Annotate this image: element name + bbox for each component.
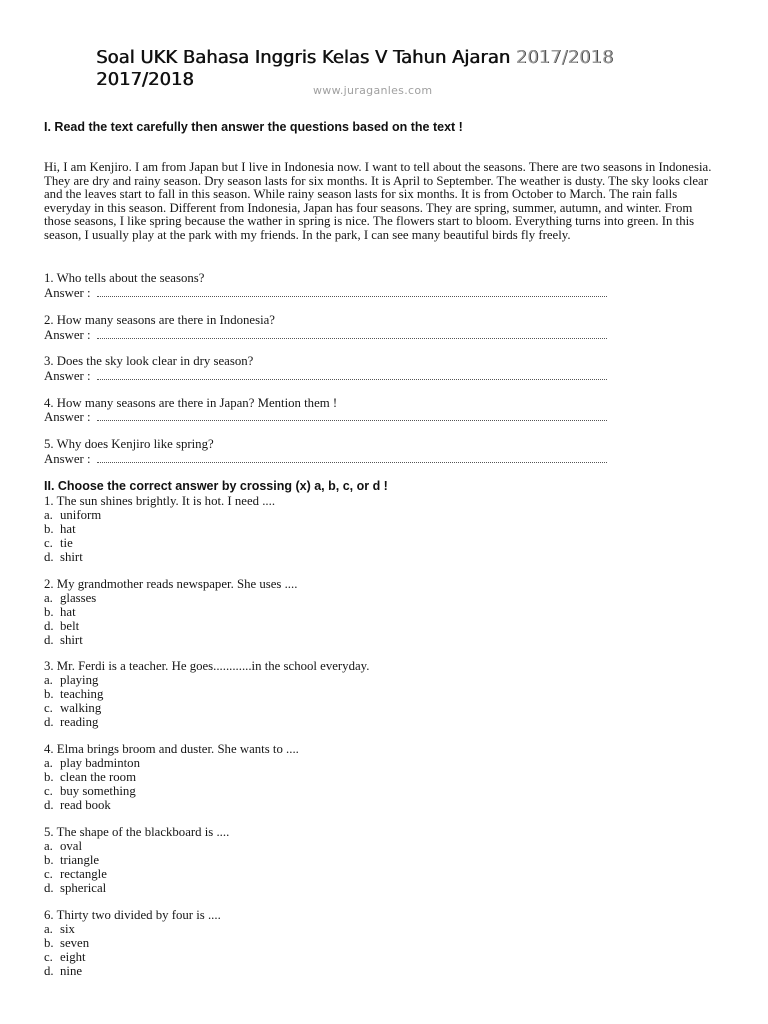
option-letter: b. xyxy=(44,936,54,950)
option-text: hat xyxy=(60,605,76,619)
answer-dotted-line xyxy=(97,337,607,339)
question-3: 3. Does the sky look clear in dry season? xyxy=(44,354,254,368)
option-letter: a. xyxy=(44,508,53,522)
option-letter: c. xyxy=(44,784,53,798)
option-text: read book xyxy=(60,798,111,812)
option-letter: a. xyxy=(44,922,53,936)
reading-passage: Hi, I am Kenjiro. I am from Japan but I live in Indonesia now. I want to tell about the seasons. There are two seasons in Indonesia. They are dry and rainy season. Dry season lasts for six months. It is April to September. The weather is dusty. The sky looks clear and the leaves start to fall in this season. While rainy season lasts for six months. It is from October to March. The rain falls everyday in this season. Different from Indonesia, Japan has four seasons. They are spring, summer, autumn, and winter. From those seasons, I like spring because the wather in spring is nice. The flowers start to bloom. Everything turns into green. In this season, I usually play at the park with my friends. In the park, I can see many beautiful birds fly freely. xyxy=(44,160,712,242)
option-text: triangle xyxy=(60,853,100,867)
mc-option xyxy=(44,522,275,536)
option-letter: c. xyxy=(44,950,53,964)
mc-question-2 xyxy=(44,577,297,647)
document-title xyxy=(96,48,613,68)
option-letter: a. xyxy=(44,591,53,605)
mc-option xyxy=(44,508,275,522)
answer-label: Answer : xyxy=(44,410,94,424)
answer-dotted-line xyxy=(97,419,607,421)
option-letter: d. xyxy=(44,619,54,633)
option-letter: c. xyxy=(44,867,53,881)
document-title-line2: 2017/2018 xyxy=(96,69,194,90)
mc-option xyxy=(44,701,369,715)
section2-heading: II. Choose the correct answer by crossing (x) a, b, c, or d ! xyxy=(44,479,388,493)
option-text: clean the room xyxy=(60,770,137,784)
answer-line-3 xyxy=(44,369,607,383)
mc-stem: 1. The sun shines brightly. It is hot. I need .... xyxy=(44,494,276,508)
question-2: 2. How many seasons are there in Indonesia? xyxy=(44,313,275,327)
option-text: eight xyxy=(60,950,86,964)
option-text: play badminton xyxy=(60,756,140,770)
mc-option xyxy=(44,605,297,619)
option-letter: a. xyxy=(44,673,53,687)
option-letter: c. xyxy=(44,536,53,550)
option-letter: d. xyxy=(44,633,54,647)
answer-label: Answer : xyxy=(44,369,94,383)
mc-option xyxy=(44,673,369,687)
option-letter: c. xyxy=(44,701,53,715)
mc-option xyxy=(44,867,229,881)
mc-option xyxy=(44,881,229,895)
mc-option xyxy=(44,839,229,853)
option-text: seven xyxy=(60,936,90,950)
mc-question-4 xyxy=(44,742,299,812)
option-text: spherical xyxy=(60,881,107,895)
option-text: hat xyxy=(60,522,76,536)
mc-question-5 xyxy=(44,825,229,895)
answer-dotted-line xyxy=(97,461,607,463)
mc-option xyxy=(44,756,299,770)
option-letter: b. xyxy=(44,605,54,619)
option-letter: d. xyxy=(44,550,54,564)
mc-option xyxy=(44,950,221,964)
mc-option xyxy=(44,798,299,812)
mc-option xyxy=(44,536,275,550)
option-letter: d. xyxy=(44,881,54,895)
answer-label: Answer : xyxy=(44,328,94,342)
mc-stem: 4. Elma brings broom and duster. She wants to .... xyxy=(44,742,299,756)
option-letter: b. xyxy=(44,522,54,536)
mc-option xyxy=(44,770,299,784)
question-4: 4. How many seasons are there in Japan? Mention them ! xyxy=(44,396,338,410)
mc-option xyxy=(44,550,275,564)
mc-option xyxy=(44,715,369,729)
answer-label: Answer : xyxy=(44,452,94,466)
option-text: oval xyxy=(60,839,83,853)
option-letter: a. xyxy=(44,839,53,853)
mc-stem: 3. Mr. Ferdi is a teacher. He goes............in the school everyday. xyxy=(44,659,370,673)
mc-stem: 2. My grandmother reads newspaper. She uses .... xyxy=(44,577,298,591)
option-text: glasses xyxy=(60,591,97,605)
mc-option xyxy=(44,936,221,950)
option-text: walking xyxy=(60,701,102,715)
mc-option xyxy=(44,784,299,798)
option-text: tie xyxy=(60,536,73,550)
watermark: www.juraganles.com xyxy=(313,84,433,97)
option-text: shirt xyxy=(60,550,83,564)
mc-question-1 xyxy=(44,494,275,564)
mc-question-6 xyxy=(44,908,221,978)
mc-stem: 6. Thirty two divided by four is .... xyxy=(44,908,221,922)
option-letter: b. xyxy=(44,853,54,867)
answer-dotted-line xyxy=(97,378,607,380)
option-text: shirt xyxy=(60,633,83,647)
mc-option xyxy=(44,591,297,605)
mc-option xyxy=(44,687,369,701)
mc-option xyxy=(44,619,297,633)
option-letter: b. xyxy=(44,687,54,701)
option-text: nine xyxy=(60,964,83,978)
question-1: 1. Who tells about the seasons? xyxy=(44,271,205,285)
mc-stem: 5. The shape of the blackboard is .... xyxy=(44,825,230,839)
option-text: playing xyxy=(60,673,99,687)
answer-label: Answer : xyxy=(44,286,94,300)
section1-heading: I. Read the text carefully then answer the questions based on the text ! xyxy=(44,120,463,134)
option-text: teaching xyxy=(60,687,104,701)
option-letter: d. xyxy=(44,964,54,978)
option-text: belt xyxy=(60,619,80,633)
answer-line-2 xyxy=(44,328,607,342)
option-letter: d. xyxy=(44,798,54,812)
option-text: six xyxy=(60,922,75,936)
option-letter: d. xyxy=(44,715,54,729)
answer-line-1 xyxy=(44,286,607,300)
answer-line-4 xyxy=(44,410,607,424)
option-letter: a. xyxy=(44,756,53,770)
mc-option xyxy=(44,922,221,936)
option-text: buy something xyxy=(60,784,136,798)
question-5: 5. Why does Kenjiro like spring? xyxy=(44,437,214,451)
mc-question-3 xyxy=(44,659,369,729)
mc-option xyxy=(44,633,297,647)
option-text: reading xyxy=(60,715,99,729)
answer-line-5 xyxy=(44,452,607,466)
mc-option xyxy=(44,853,229,867)
title-year: 2017/2018 xyxy=(515,47,614,68)
answer-dotted-line xyxy=(97,295,607,297)
mc-option xyxy=(44,964,221,978)
option-text: uniform xyxy=(60,508,102,522)
option-letter: b. xyxy=(44,770,54,784)
option-text: rectangle xyxy=(60,867,107,881)
title-main: Soal UKK Bahasa Inggris Kelas V Tahun Ajaran xyxy=(96,47,516,68)
